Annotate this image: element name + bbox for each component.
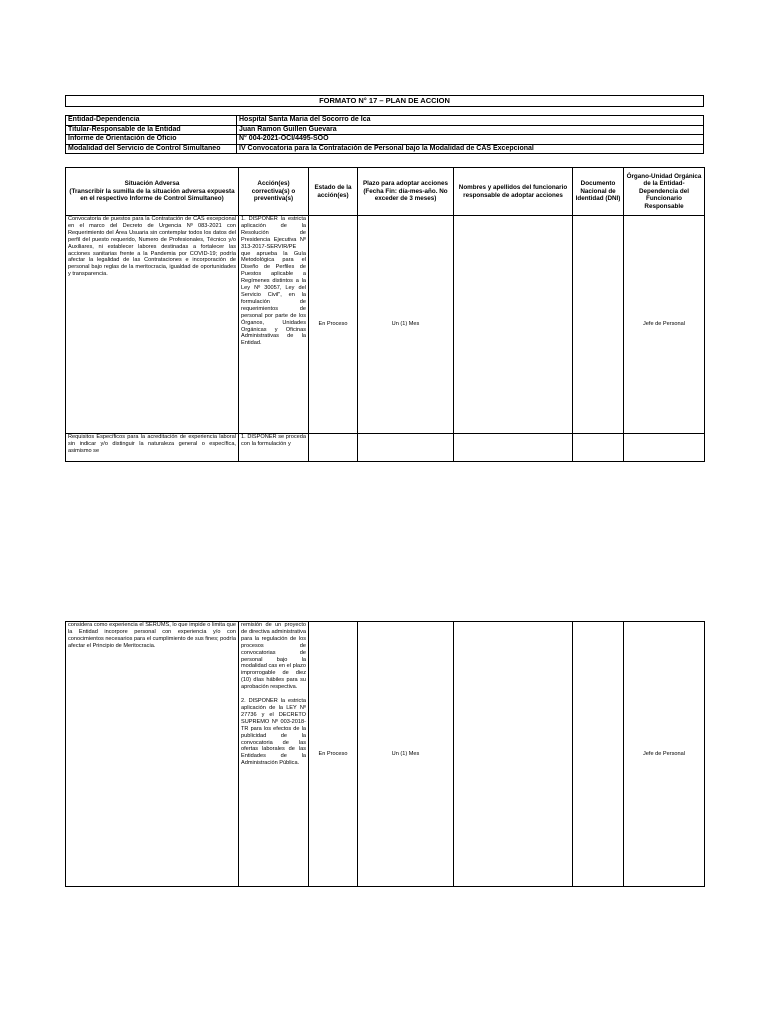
form-title-table bbox=[65, 95, 704, 107]
nombres-cell bbox=[454, 216, 573, 434]
header-estado: Estado de la acción(es) bbox=[309, 168, 358, 216]
form-title: FORMATO N° 17 – PLAN DE ACCION bbox=[66, 96, 704, 107]
info-label: Informe de Orientación de Oficio bbox=[66, 135, 237, 145]
header-organo: Órgano-Unidad Orgánica de la Entidad-Dependencia del Funcionario Responsable bbox=[624, 168, 705, 216]
table-header-row bbox=[66, 168, 705, 216]
header-nombres: Nombres y apellidos del funcionario responsable de adoptar acciones bbox=[454, 168, 573, 216]
situacion-adversa-cell: considera como experiencia el SERUMS, lo que impide o limita que la Entidad incorpore personal con experiencia y/o con conocimientos necesarios para el cumplimiento de sus fines; podría afectar el Principio de Meritocracia. bbox=[66, 622, 239, 887]
accion-text-2: 2. DISPONER la estricta aplicación de la LEY Nº 27736 y el DECRETO SUPREMO Nº 003-2018-TR para los efectos de la publicidad de la convocatoria de las ofertas laborales de las Entidades de la Administración Pública. bbox=[241, 698, 306, 767]
entity-info-table bbox=[65, 115, 704, 154]
info-value: IV Convocatoria para la Contratación de Personal bajo la Modalidad de CAS Excepcional bbox=[237, 144, 704, 154]
plazo-cell: Un (1) Mes bbox=[358, 622, 454, 887]
dni-cell bbox=[573, 622, 624, 887]
organo-cell bbox=[624, 434, 705, 462]
table-row bbox=[66, 216, 705, 434]
header-situacion-adversa: Situación Adversa (Transcribir la sumilla de la situación adversa expuesta en el respectivo Informe de Control Simultaneo) bbox=[66, 168, 239, 216]
plazo-cell bbox=[358, 434, 454, 462]
dni-cell bbox=[573, 434, 624, 462]
accion-cell: 1. DISPONER se proceda con la formulación y bbox=[239, 434, 309, 462]
action-plan-table bbox=[65, 167, 705, 462]
info-row-entidad bbox=[66, 116, 704, 126]
organo-cell: Jefe de Personal bbox=[624, 622, 705, 887]
info-row-titular bbox=[66, 125, 704, 135]
estado-cell bbox=[309, 434, 358, 462]
header-plazo: Plazo para adoptar acciones (Fecha Fin: día-mes-año. No exceder de 3 meses) bbox=[358, 168, 454, 216]
nombres-cell bbox=[454, 434, 573, 462]
table-row bbox=[66, 622, 705, 887]
info-label: Entidad-Dependencia bbox=[66, 116, 237, 126]
action-plan-table-continued bbox=[65, 621, 705, 887]
plazo-cell: Un (1) Mes bbox=[358, 216, 454, 434]
organo-cell: Jefe de Personal bbox=[624, 216, 705, 434]
situacion-adversa-cell: Convocatoria de puestos para la Contratación de CAS excepcional en el marco del Decreto de Urgencia Nº 083-2021 con Requerimiento del Área Usuaria sin contemplar todos los datos del perfil del puesto requerido, Numero de Profesionales, Técnico y/o Auxiliares, ni establecer labores destinadas a fortalecer las acciones sanitarias frente a la Pandemia por COVID-19; podría afectar la legalidad de las Contrataciones e incorporación de personal bajo reglas de la meritocracia, igualdad de oportunidades y transparencia. bbox=[66, 216, 239, 434]
accion-cell: 1. DISPONER la estricta aplicación de la Resolución de Presidencia Ejecutiva Nº 313-2017-SERVIR/PE que aprueba la Guía Metodológica para el Diseño de Perfiles de Puestos aplicable a Regímenes distintos a la Ley Nº 30057, Ley del Servicio Civil", en la formulación de requerimientos de personal por parte de los Órganos, Unidades Orgánicas y Oficinas Administrativas de la Entidad. bbox=[239, 216, 309, 434]
dni-cell bbox=[573, 216, 624, 434]
nombres-cell bbox=[454, 622, 573, 887]
header-acciones: Acción(es) correctiva(s) o preventiva(s) bbox=[239, 168, 309, 216]
info-row-informe bbox=[66, 135, 704, 145]
info-label: Modalidad del Servicio de Control Simultaneo bbox=[66, 144, 237, 154]
estado-cell: En Proceso bbox=[309, 216, 358, 434]
info-label: Titular-Responsable de la Entidad bbox=[66, 125, 237, 135]
table-row bbox=[66, 434, 705, 462]
header-dni: Documento Nacional de Identidad (DNI) bbox=[573, 168, 624, 216]
info-value: Hospital Santa Maria del Socorro de Ica bbox=[237, 116, 704, 126]
info-row-modalidad bbox=[66, 144, 704, 154]
situacion-adversa-cell: Requisitos Específicos para la acreditación de experiencia laboral sin indicar y/o distinguir la naturaleza general o específica, asimismo se bbox=[66, 434, 239, 462]
info-value: N° 004-2021-OCI/4495-SOO bbox=[237, 135, 704, 145]
accion-cell bbox=[239, 622, 309, 887]
info-value: Juan Ramon Guillen Guevara bbox=[237, 125, 704, 135]
accion-text-continued: remisión de un proyecto de directiva administrativa para la regulación de los procesos de convocatorias de personal bajo la modalidad cas en el plazo improrrogable de diez (10) días hábiles para su aprobación respectiva. bbox=[241, 622, 306, 691]
estado-cell: En Proceso bbox=[309, 622, 358, 887]
